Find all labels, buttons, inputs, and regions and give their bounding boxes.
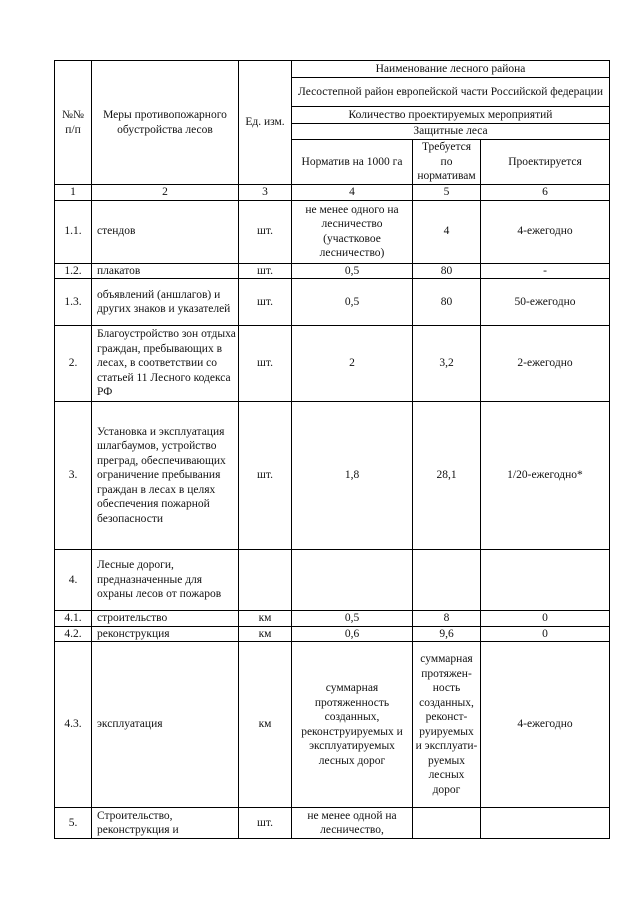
- row-required: 8: [413, 611, 481, 627]
- row-required: [413, 808, 481, 839]
- row-required: 4: [413, 200, 481, 263]
- row-num: 1.3.: [55, 279, 92, 326]
- column-number: 3: [239, 185, 292, 201]
- row-unit: км: [239, 626, 292, 642]
- row-num: 4.3.: [55, 642, 92, 808]
- row-unit: км: [239, 611, 292, 627]
- table-row: [55, 626, 610, 642]
- row-norm: 0,6: [292, 626, 413, 642]
- row-num: 1.1.: [55, 200, 92, 263]
- row-norm: 2: [292, 326, 413, 402]
- row-norm: 1,8: [292, 402, 413, 550]
- row-measure: реконструкция: [92, 626, 239, 642]
- fire-measures-table: [54, 60, 610, 839]
- column-number: 4: [292, 185, 413, 201]
- row-unit: шт.: [239, 326, 292, 402]
- row-required: 80: [413, 263, 481, 279]
- header-unit-cell: Ед. изм.: [239, 61, 292, 185]
- row-projected: [481, 550, 610, 611]
- row-measure: объявлений (аншлагов) и других знаков и указателей: [92, 279, 239, 326]
- row-num: 4.1.: [55, 611, 92, 627]
- table-row: [55, 279, 610, 326]
- row-required: 80: [413, 279, 481, 326]
- header-quantity-label: Количество проектируемых мероприятий: [292, 107, 610, 124]
- row-measure: строительство: [92, 611, 239, 627]
- row-unit: шт.: [239, 263, 292, 279]
- row-norm: суммарная протяженность созданных, реконструируемых и эксплуатируемых лесных дорог: [292, 642, 413, 808]
- table-row: [55, 642, 610, 808]
- row-projected: 4-ежегодно: [481, 642, 610, 808]
- row-unit: шт.: [239, 402, 292, 550]
- column-number: 6: [481, 185, 610, 201]
- row-norm: не менее одного на лесничество (участковое лесничество): [292, 200, 413, 263]
- row-projected: 0: [481, 626, 610, 642]
- row-projected: 1/20-ежегодно*: [481, 402, 610, 550]
- row-unit: км: [239, 642, 292, 808]
- row-norm: 0,5: [292, 263, 413, 279]
- table-row: [55, 611, 610, 627]
- row-num: 4.: [55, 550, 92, 611]
- row-required: [413, 550, 481, 611]
- row-measure: Строительство, реконструкция и: [92, 808, 239, 839]
- table-row: [55, 200, 610, 263]
- row-required: 9,6: [413, 626, 481, 642]
- row-measure: Благоустройство зон отдыха граждан, пребывающих в лесах, в соответствии со статьей 11 Лесного кодекса РФ: [92, 326, 239, 402]
- row-measure: эксплуатация: [92, 642, 239, 808]
- column-number: 2: [92, 185, 239, 201]
- row-measure: Установка и эксплуатация шлагбаумов, устройство преград, обеспечивающих ограничение пребывания граждан в лесах в целях обеспечения пожарной безопасности: [92, 402, 239, 550]
- row-measure: стендов: [92, 200, 239, 263]
- row-projected: -: [481, 263, 610, 279]
- row-norm: 0,5: [292, 279, 413, 326]
- row-norm: [292, 550, 413, 611]
- row-projected: [481, 808, 610, 839]
- header-district-label: Наименование лесного района: [292, 61, 610, 78]
- header-forest-category: Защитные леса: [292, 124, 610, 140]
- column-number: 5: [413, 185, 481, 201]
- table-row: [55, 550, 610, 611]
- column-number: 1: [55, 185, 92, 201]
- header-norm-cell: Норматив на 1000 га: [292, 140, 413, 185]
- row-num: 5.: [55, 808, 92, 839]
- header-num-cell: №№ п/п: [55, 61, 92, 185]
- header-required-cell: Требуется по нормативам: [413, 140, 481, 185]
- table-row: [55, 808, 610, 839]
- header-projected-cell: Проектируется: [481, 140, 610, 185]
- row-unit: шт.: [239, 279, 292, 326]
- column-number-row: [55, 185, 610, 201]
- row-measure: Лесные дороги, предназначенные для охраны лесов от пожаров: [92, 550, 239, 611]
- row-measure: плакатов: [92, 263, 239, 279]
- row-required: 3,2: [413, 326, 481, 402]
- header-row-1: [55, 61, 610, 78]
- table-row: [55, 402, 610, 550]
- row-norm: 0,5: [292, 611, 413, 627]
- row-num: 2.: [55, 326, 92, 402]
- row-num: 4.2.: [55, 626, 92, 642]
- row-unit: шт.: [239, 808, 292, 839]
- row-projected: 50-ежегодно: [481, 279, 610, 326]
- row-projected: 2-ежегодно: [481, 326, 610, 402]
- row-num: 1.2.: [55, 263, 92, 279]
- row-unit: шт.: [239, 200, 292, 263]
- table-row: [55, 326, 610, 402]
- row-projected: 4-ежегодно: [481, 200, 610, 263]
- header-measures-cell: Меры противопожарного обустройства лесов: [92, 61, 239, 185]
- row-required: суммарная протяжен-ность созданных, реконст-руируемых и эксплуати-руемых лесных дорог: [413, 642, 481, 808]
- header-district-name: Лесостепной район европейской части Российской федерации: [292, 78, 610, 107]
- row-num: 3.: [55, 402, 92, 550]
- row-projected: 0: [481, 611, 610, 627]
- row-norm: не менее одной на лесничество,: [292, 808, 413, 839]
- table-row: [55, 263, 610, 279]
- row-required: 28,1: [413, 402, 481, 550]
- row-unit: [239, 550, 292, 611]
